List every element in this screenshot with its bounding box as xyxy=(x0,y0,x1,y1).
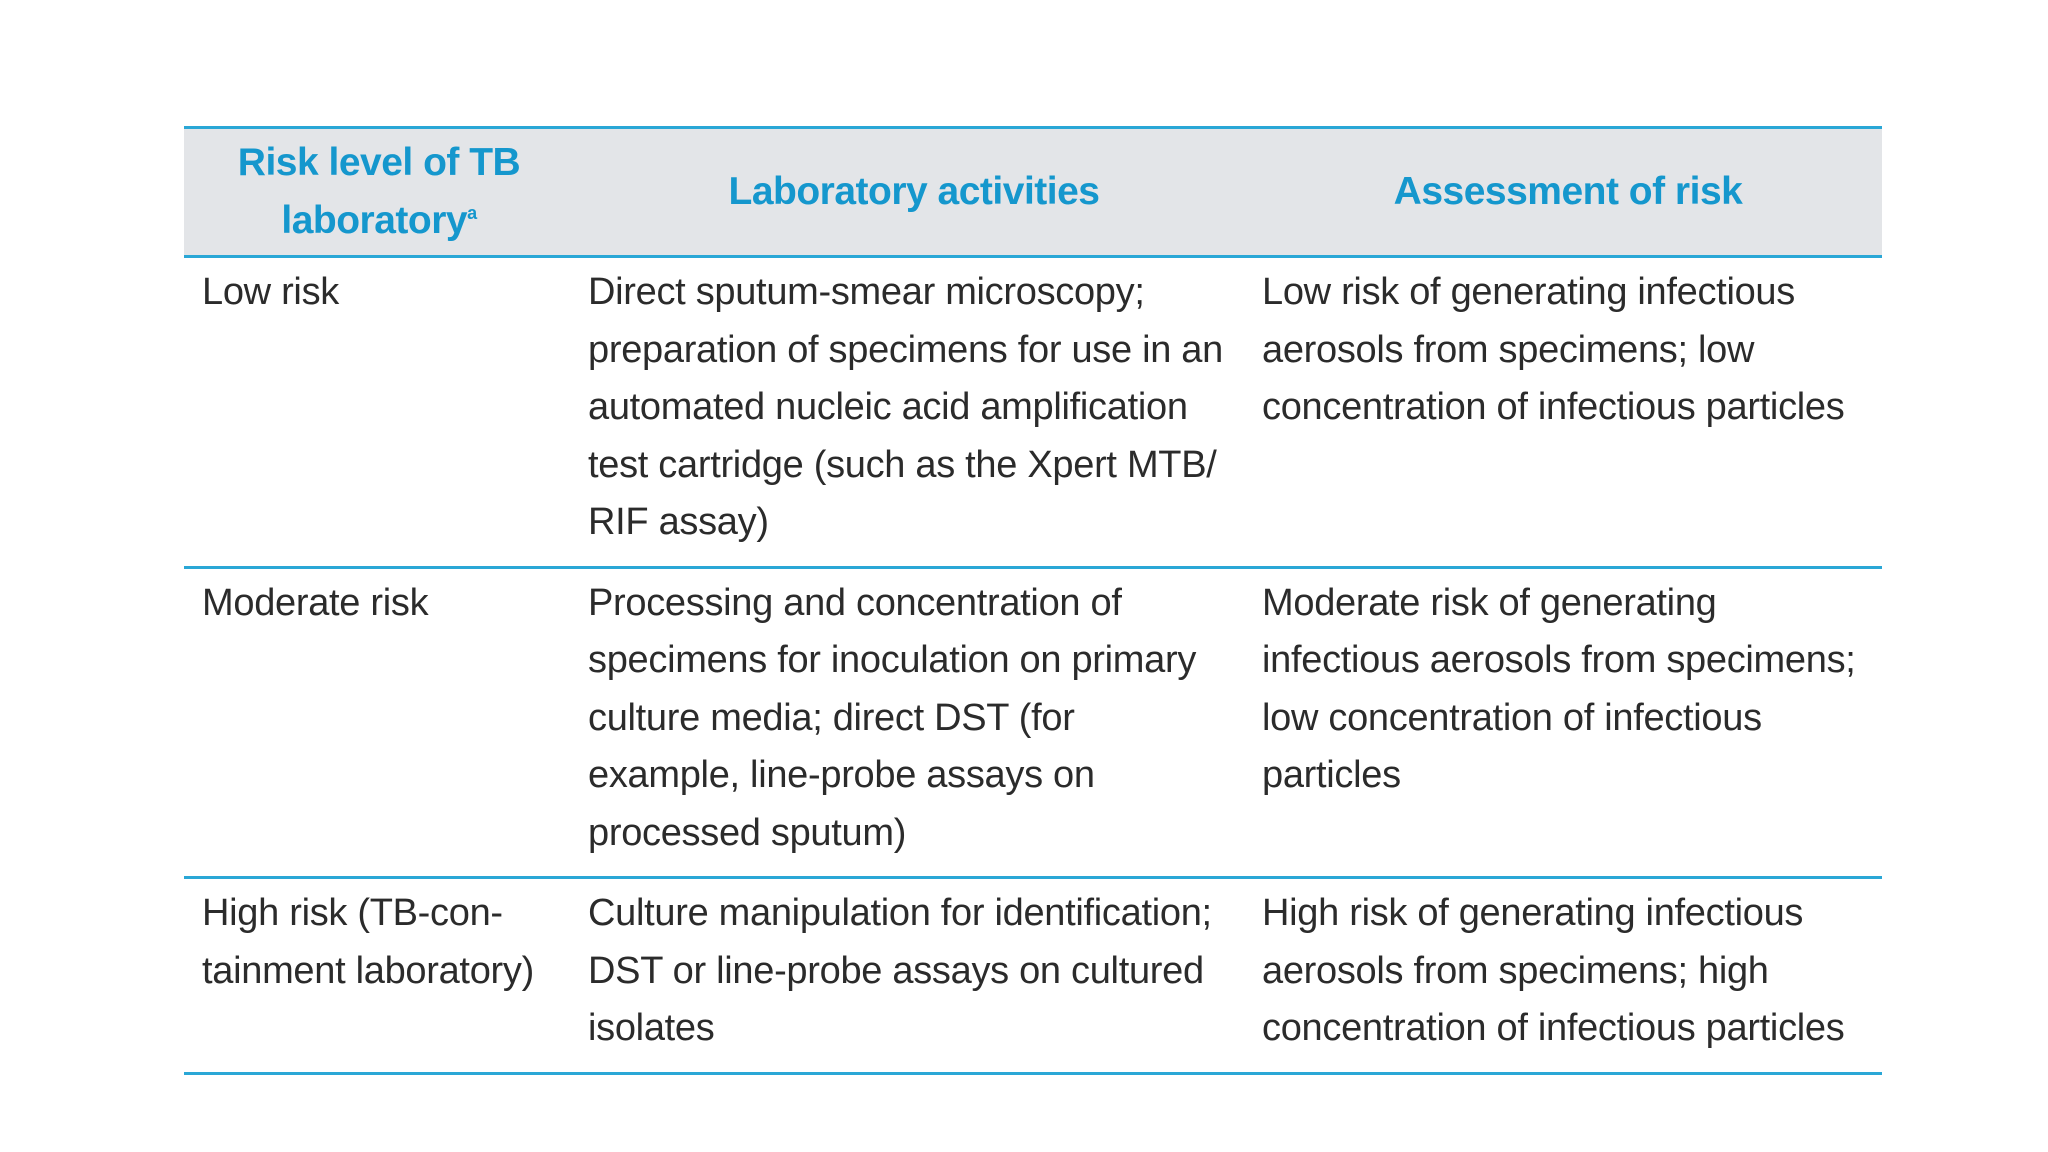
header-assessment: Assessment of risk xyxy=(1393,170,1743,213)
table-row xyxy=(184,878,1882,1074)
assessment-text: Low risk of generating infectious aerosols from specimens; low concentration of infectious particles xyxy=(1262,271,1845,428)
header-risk-level xyxy=(184,128,574,257)
cell-risk-level xyxy=(184,878,574,1074)
header-risk-level-footnote: a xyxy=(467,203,477,223)
cell-assessment xyxy=(1254,567,1882,878)
table-row xyxy=(184,257,1882,568)
cell-activities xyxy=(574,878,1254,1074)
header-risk-level-label: Risk level of TB laboratory xyxy=(237,141,521,242)
table-row xyxy=(184,567,1882,878)
table-header xyxy=(184,128,1882,257)
assessment-text: High risk of generating infectious aerosols from specimens; high concentration of infectious particles xyxy=(1262,892,1845,1049)
risk-table xyxy=(184,126,1882,1075)
header-activities: Laboratory activities xyxy=(728,170,1100,213)
cell-risk-level xyxy=(184,257,574,568)
cell-activities xyxy=(574,257,1254,568)
activities-text: Processing and concentration of specimens for inoculation on primary culture media; direct DST (for example, line-probe assays on processed sputum) xyxy=(588,581,1197,854)
activities-text: Direct sputum-smear microscopy; preparation of specimens for use in an automated nucleic acid amplification test cartridge (such as the Xpert MTB/ RIF assay) xyxy=(588,271,1223,543)
cell-activities xyxy=(574,567,1254,878)
header-row xyxy=(184,128,1882,257)
table-body xyxy=(184,257,1882,1074)
risk-level-text: Moderate risk xyxy=(202,581,429,624)
risk-table-container xyxy=(184,126,1882,1075)
risk-level-text: High risk (TB-con- tainment laboratory) xyxy=(202,892,534,992)
risk-level-text: Low risk xyxy=(202,271,339,313)
cell-assessment xyxy=(1254,878,1882,1074)
activities-text: Culture manipulation for identification; DST or line-probe assays on cultured isolates xyxy=(588,892,1212,1049)
assessment-text: Moderate risk of generating infectious aerosols from specimens; low concentration of infectious particles xyxy=(1262,581,1856,796)
cell-assessment xyxy=(1254,257,1882,568)
cell-risk-level xyxy=(184,567,574,878)
